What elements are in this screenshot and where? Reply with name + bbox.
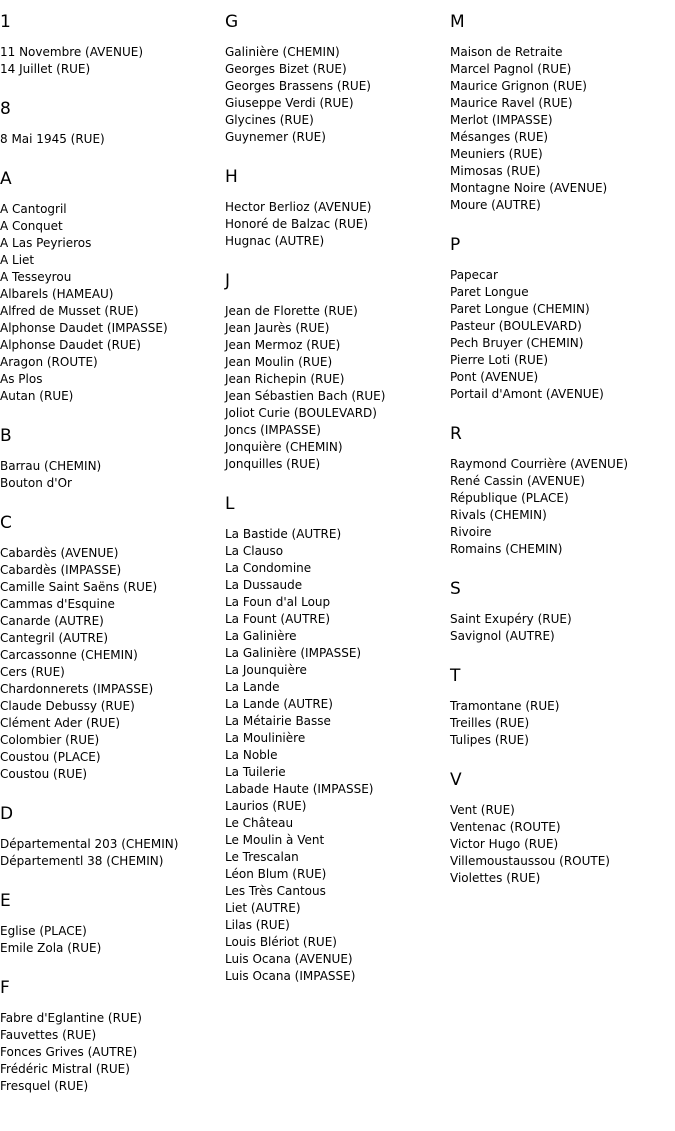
street-item: La Dussaude <box>225 578 303 592</box>
letter-group <box>450 12 672 214</box>
street-item: Les Très Cantous <box>225 884 326 898</box>
street-item: Hugnac (AUTRE) <box>225 234 325 248</box>
letter-group <box>225 271 447 473</box>
index-column-3 <box>450 12 672 908</box>
street-item: Moure (AUTRE) <box>450 198 541 212</box>
street-list <box>450 698 672 749</box>
street-item: Mimosas (RUE) <box>450 164 541 178</box>
street-item: Merlot (IMPASSE) <box>450 113 553 127</box>
street-item: 11 Novembre (AVENUE) <box>0 45 143 59</box>
street-item: Maurice Grignon (RUE) <box>450 79 587 93</box>
street-item: Meuniers (RUE) <box>450 147 543 161</box>
letter-group <box>0 169 222 405</box>
letter-heading: B <box>0 426 12 446</box>
letter-heading: G <box>225 12 239 32</box>
street-item: Marcel Pagnol (RUE) <box>450 62 572 76</box>
street-item: Saint Exupéry (RUE) <box>450 612 572 626</box>
street-item: Aragon (ROUTE) <box>0 355 98 369</box>
letter-heading: S <box>450 579 461 599</box>
letter-group <box>225 494 447 985</box>
street-item: Alphonse Daudet (IMPASSE) <box>0 321 168 335</box>
letter-heading: E <box>0 891 11 911</box>
street-item: 8 Mai 1945 (RUE) <box>0 132 105 146</box>
street-item: Fabre d'Eglantine (RUE) <box>0 1011 142 1025</box>
letter-group <box>0 978 222 1095</box>
street-item: La Clauso <box>225 544 284 558</box>
street-item: Joliot Curie (BOULEVARD) <box>225 406 377 420</box>
street-item: La Galinière <box>225 629 297 643</box>
street-list <box>0 545 222 783</box>
street-item: Pierre Loti (RUE) <box>450 353 549 367</box>
street-item: La Jounquière <box>225 663 307 677</box>
street-list <box>0 923 222 957</box>
street-item: Villemoustaussou (ROUTE) <box>450 854 610 868</box>
street-item: République (PLACE) <box>450 491 569 505</box>
street-item: Giuseppe Verdi (RUE) <box>225 96 354 110</box>
street-item: Jean de Florette (RUE) <box>225 304 358 318</box>
street-item: Camille Saint Saëns (RUE) <box>0 580 158 594</box>
street-item: René Cassin (AVENUE) <box>450 474 585 488</box>
street-item: Hector Berlioz (AVENUE) <box>225 200 372 214</box>
street-list <box>225 303 447 473</box>
street-item: Canarde (AUTRE) <box>0 614 104 628</box>
street-item: Luis Ocana (IMPASSE) <box>225 969 356 983</box>
street-item: Maison de Retraite <box>450 45 563 59</box>
street-item: Bouton d'Or <box>0 476 72 490</box>
street-item: Albarels (HAMEAU) <box>0 287 114 301</box>
index-column-2 <box>225 12 447 1006</box>
street-item: Alfred de Musset (RUE) <box>0 304 139 318</box>
street-item: Claude Debussy (RUE) <box>0 699 135 713</box>
street-item: Barrau (CHEMIN) <box>0 459 102 473</box>
street-item: Liet (AUTRE) <box>225 901 301 915</box>
street-list <box>450 611 672 645</box>
letter-heading: J <box>225 271 231 291</box>
letter-heading: R <box>450 424 462 444</box>
street-item: Emile Zola (RUE) <box>0 941 102 955</box>
street-list <box>225 526 447 985</box>
street-item: La Fount (AUTRE) <box>225 612 331 626</box>
street-item: La Lande <box>225 680 280 694</box>
street-item: As Plos <box>0 372 43 386</box>
street-item: Guynemer (RUE) <box>225 130 326 144</box>
index-column-1 <box>0 12 222 1116</box>
street-item: La Moulinière <box>225 731 306 745</box>
street-item: Mésanges (RUE) <box>450 130 549 144</box>
letter-group <box>450 770 672 887</box>
street-item: Jean Moulin (RUE) <box>225 355 333 369</box>
street-item: Papecar <box>450 268 498 282</box>
street-item: Romains (CHEMIN) <box>450 542 563 556</box>
street-item: Jean Mermoz (RUE) <box>225 338 341 352</box>
street-item: Le Château <box>225 816 294 830</box>
street-item: Cantegril (AUTRE) <box>0 631 109 645</box>
street-item: Fauvettes (RUE) <box>0 1028 97 1042</box>
letter-heading: P <box>450 235 461 255</box>
street-item: 14 Juillet (RUE) <box>0 62 91 76</box>
street-item: Coustou (PLACE) <box>0 750 101 764</box>
street-item: La Noble <box>225 748 278 762</box>
street-item: Clément Ader (RUE) <box>0 716 121 730</box>
letter-group <box>0 804 222 870</box>
street-item: La Tuilerie <box>225 765 286 779</box>
street-item: Labade Haute (IMPASSE) <box>225 782 374 796</box>
letter-heading: M <box>450 12 465 32</box>
street-item: Pech Bruyer (CHEMIN) <box>450 336 584 350</box>
letter-heading: T <box>450 666 461 686</box>
street-item: Alphonse Daudet (RUE) <box>0 338 141 352</box>
street-item: Jean Sébastien Bach (RUE) <box>225 389 386 403</box>
street-item: A Liet <box>0 253 35 267</box>
street-item: Louis Blériot (RUE) <box>225 935 337 949</box>
letter-group <box>0 891 222 957</box>
street-item: Jonquilles (RUE) <box>225 457 321 471</box>
letter-heading: H <box>225 167 238 187</box>
street-item: Victor Hugo (RUE) <box>450 837 559 851</box>
street-item: Ventenac (ROUTE) <box>450 820 561 834</box>
letter-group <box>0 99 222 148</box>
street-item: Cabardès (IMPASSE) <box>0 563 122 577</box>
street-item: Chardonnerets (IMPASSE) <box>0 682 154 696</box>
street-item: Savignol (AUTRE) <box>450 629 555 643</box>
letter-group <box>225 12 447 146</box>
street-item: A Cantogril <box>0 202 67 216</box>
street-item: Treilles (RUE) <box>450 716 530 730</box>
street-item: Georges Bizet (RUE) <box>225 62 347 76</box>
street-list <box>450 44 672 214</box>
street-list <box>0 201 222 405</box>
street-item: Fonces Grives (AUTRE) <box>0 1045 138 1059</box>
street-list <box>450 456 672 558</box>
street-item: Cers (RUE) <box>0 665 65 679</box>
street-item: Glycines (RUE) <box>225 113 314 127</box>
letter-heading: L <box>225 494 235 514</box>
street-list <box>450 267 672 403</box>
street-item: Départemental 203 (CHEMIN) <box>0 837 179 851</box>
street-item: Carcassonne (CHEMIN) <box>0 648 138 662</box>
street-item: Fresquel (RUE) <box>0 1079 89 1093</box>
street-item: Paret Longue (CHEMIN) <box>450 302 590 316</box>
street-item: Honoré de Balzac (RUE) <box>225 217 369 231</box>
street-item: Joncs (IMPASSE) <box>225 423 321 437</box>
street-item: A Tesseyrou <box>0 270 72 284</box>
street-list <box>450 802 672 887</box>
street-list <box>0 836 222 870</box>
street-item: La Métairie Basse <box>225 714 331 728</box>
street-list <box>225 199 447 250</box>
street-item: Autan (RUE) <box>0 389 74 403</box>
letter-heading: 8 <box>0 99 11 119</box>
street-item: Georges Brassens (RUE) <box>225 79 371 93</box>
street-item: Départementl 38 (CHEMIN) <box>0 854 164 868</box>
street-item: La Galinière (IMPASSE) <box>225 646 362 660</box>
street-item: Coustou (RUE) <box>0 767 88 781</box>
letter-group <box>450 666 672 749</box>
street-item: Vent (RUE) <box>450 803 515 817</box>
letter-group <box>0 513 222 783</box>
street-item: Cammas d'Esquine <box>0 597 115 611</box>
street-item: Pont (AVENUE) <box>450 370 539 384</box>
street-item: Pasteur (BOULEVARD) <box>450 319 582 333</box>
street-item: La Bastide (AUTRE) <box>225 527 342 541</box>
letter-heading: D <box>0 804 14 824</box>
street-item: Frédéric Mistral (RUE) <box>0 1062 130 1076</box>
street-item: Galinière (CHEMIN) <box>225 45 340 59</box>
street-item: Paret Longue <box>450 285 529 299</box>
street-item: Eglise (PLACE) <box>0 924 87 938</box>
street-item: Colombier (RUE) <box>0 733 100 747</box>
street-item: Maurice Ravel (RUE) <box>450 96 573 110</box>
street-item: Jean Jaurès (RUE) <box>225 321 330 335</box>
street-item: Cabardès (AVENUE) <box>0 546 119 560</box>
street-list <box>0 44 222 78</box>
street-item: Rivoire <box>450 525 492 539</box>
street-item: Lilas (RUE) <box>225 918 290 932</box>
letter-heading: V <box>450 770 462 790</box>
letter-heading: A <box>0 169 12 189</box>
street-item: Jonquière (CHEMIN) <box>225 440 343 454</box>
street-item: Jean Richepin (RUE) <box>225 372 345 386</box>
letter-group <box>0 12 222 78</box>
street-list <box>225 44 447 146</box>
letter-group <box>450 424 672 558</box>
letter-group <box>0 426 222 492</box>
street-item: La Foun d'al Loup <box>225 595 331 609</box>
street-item: Le Moulin à Vent <box>225 833 325 847</box>
street-item: Laurios (RUE) <box>225 799 307 813</box>
street-list <box>0 458 222 492</box>
street-item: Portail d'Amont (AVENUE) <box>450 387 604 401</box>
street-item: Le Trescalan <box>225 850 299 864</box>
street-item: A Conquet <box>0 219 63 233</box>
street-item: Tulipes (RUE) <box>450 733 529 747</box>
street-item: La Condomine <box>225 561 312 575</box>
street-list <box>0 1010 222 1095</box>
street-item: A Las Peyrieros <box>0 236 92 250</box>
street-item: La Lande (AUTRE) <box>225 697 333 711</box>
street-item: Tramontane (RUE) <box>450 699 560 713</box>
letter-heading: 1 <box>0 12 11 32</box>
letter-group <box>450 579 672 645</box>
letter-group <box>450 235 672 403</box>
street-item: Violettes (RUE) <box>450 871 541 885</box>
street-item: Luis Ocana (AVENUE) <box>225 952 353 966</box>
street-item: Montagne Noire (AVENUE) <box>450 181 608 195</box>
street-item: Raymond Courrière (AVENUE) <box>450 457 629 471</box>
letter-group <box>225 167 447 250</box>
street-item: Rivals (CHEMIN) <box>450 508 547 522</box>
letter-heading: C <box>0 513 12 533</box>
letter-heading: F <box>0 978 10 998</box>
street-list <box>0 131 222 148</box>
street-item: Léon Blum (RUE) <box>225 867 327 881</box>
